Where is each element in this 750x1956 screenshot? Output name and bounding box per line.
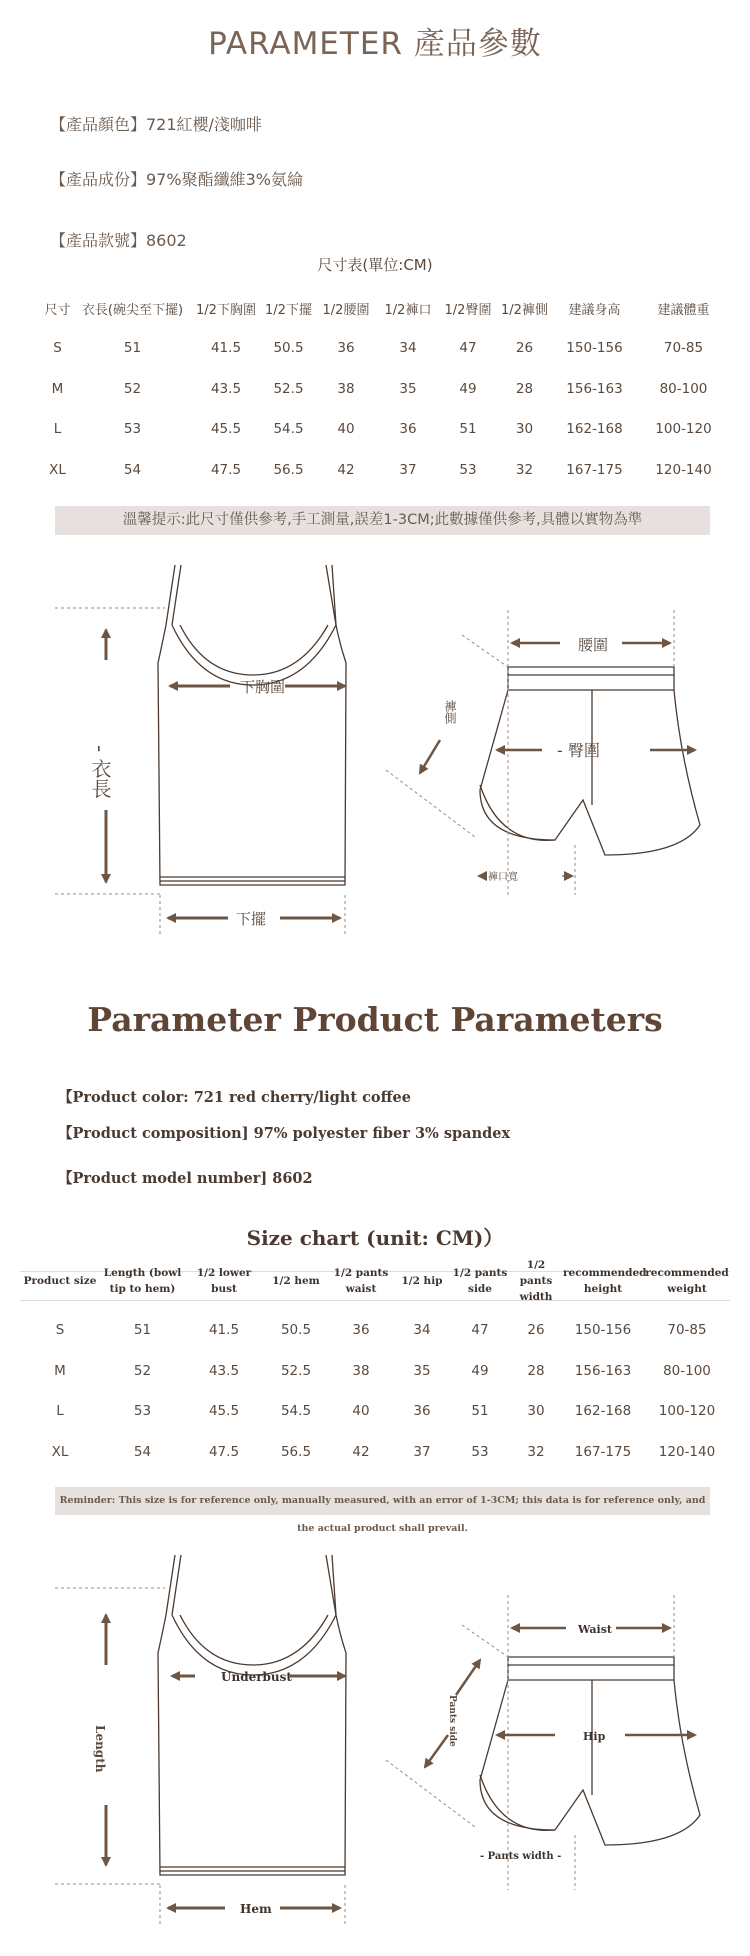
- table-cell: 51: [459, 421, 477, 438]
- table-cell: 150-156: [574, 1322, 632, 1339]
- table-cell: 53: [123, 421, 142, 438]
- table-row: [40, 369, 730, 410]
- table-cell: 42: [337, 461, 355, 478]
- table-cell: 32: [515, 461, 534, 478]
- size-table-en: [20, 1252, 731, 1472]
- table-cell: 38: [337, 380, 355, 397]
- header-cell: 1/2 pants waist: [333, 1267, 389, 1295]
- table-row: [40, 409, 730, 450]
- shorts-measure-arrows: [425, 1628, 695, 1767]
- header-cell: Product size: [23, 1275, 97, 1287]
- table-cell: 100-120: [658, 1403, 716, 1420]
- table-header-row: [20, 1252, 731, 1310]
- size-diagram-zh: [0, 555, 750, 945]
- table-cell: 51: [133, 1322, 152, 1339]
- table-cell: 34: [399, 340, 417, 357]
- header-cell: 1/2褲口: [384, 302, 432, 318]
- header-cell: 建議身高: [568, 302, 621, 318]
- hip-label-zh: - 臀圍: [557, 741, 600, 760]
- size-notice-en: Reminder: This size is for reference only, manually measured, with an error of 1-3CM; this data is for reference only, and the actual product shall prevail.: [55, 1487, 710, 1515]
- length-label-en: Length: [93, 1725, 107, 1773]
- measure-arrows: [106, 1615, 345, 1908]
- table-cell: 162-168: [574, 1403, 632, 1420]
- table-cell: 36: [337, 340, 355, 357]
- table-cell: L: [53, 421, 62, 438]
- table-cell: 45.5: [210, 421, 242, 438]
- waist-label-zh: 腰圍: [578, 636, 609, 654]
- header-cell: recommended weight: [645, 1267, 729, 1295]
- table-cell: S: [55, 1322, 65, 1339]
- header-cell: 1/2腰圍: [322, 302, 370, 318]
- table-cell: 38: [352, 1362, 370, 1379]
- table-cell: 80-100: [663, 1362, 711, 1379]
- shorts-outline: [480, 667, 700, 855]
- product-color-en: 【Product color: 721 red cherry/light coffee: [58, 1089, 411, 1106]
- size-table-caption-en: Size chart (unit: CM)）: [246, 1226, 504, 1250]
- table-cell: 50.5: [273, 340, 304, 357]
- table-cell: 28: [527, 1362, 545, 1379]
- header-cell: 1/2下胸圍: [196, 302, 256, 318]
- table-row: [40, 328, 730, 369]
- table-cell: 54.5: [280, 1403, 312, 1420]
- table-cell: L: [56, 1403, 64, 1420]
- shorts-guide-lines: [386, 1595, 674, 1890]
- table-cell: 37: [413, 1443, 431, 1460]
- table-cell: 52.5: [280, 1362, 312, 1379]
- shorts-outline: [480, 1657, 700, 1845]
- table-row: [40, 450, 730, 491]
- table-cell: 156-163: [566, 380, 623, 397]
- table-cell: 120-140: [655, 461, 712, 478]
- table-cell: 28: [515, 380, 534, 397]
- waist-label-en: Waist: [578, 1623, 612, 1636]
- size-table-caption-zh: 尺寸表(單位:CM): [317, 256, 433, 274]
- header-cell: 1/2 hip: [401, 1275, 443, 1287]
- table-cell: 120-140: [658, 1443, 716, 1460]
- table-cell: 36: [399, 421, 417, 438]
- table-cell: 37: [399, 461, 417, 478]
- table-row: [20, 1391, 731, 1432]
- side-label-zh: 褲側: [443, 700, 457, 724]
- header-cell: 1/2褲側: [501, 302, 548, 318]
- table-cell: 56.5: [280, 1443, 312, 1460]
- product-composition-zh: 【產品成份】97%聚酯纖維3%氨綸: [50, 170, 303, 189]
- hem-label-en: Hem: [240, 1902, 272, 1916]
- table-cell: 36: [413, 1403, 431, 1420]
- table-cell: 26: [527, 1322, 545, 1339]
- leg-width-label-zh: 褲口寬: [488, 872, 518, 883]
- header-cell: 尺寸: [44, 302, 71, 318]
- underbust-label-en: Underbust: [221, 1670, 292, 1684]
- table-cell: 40: [352, 1403, 370, 1420]
- table-cell: 100-120: [655, 421, 712, 438]
- table-cell: 80-100: [659, 380, 708, 397]
- table-cell: 47: [459, 340, 477, 357]
- product-model-zh: 【產品款號】8602: [50, 231, 187, 250]
- length-label-zh: - 衣長: [88, 745, 112, 799]
- table-cell: M: [51, 380, 64, 397]
- hip-label-en: Hip: [583, 1730, 606, 1743]
- table-cell: 43.5: [210, 380, 242, 397]
- table-row: [20, 1351, 731, 1392]
- table-cell: 47.5: [210, 461, 242, 478]
- table-cell: 36: [352, 1322, 370, 1339]
- table-cell: 54.5: [273, 421, 304, 438]
- table-cell: 53: [133, 1403, 152, 1420]
- header-cell: Length (bowl tip to hem): [103, 1267, 182, 1295]
- size-table-zh: [40, 288, 730, 490]
- table-cell: 41.5: [208, 1322, 240, 1339]
- table-cell: 70-85: [667, 1322, 707, 1339]
- table-cell: 162-168: [566, 421, 623, 438]
- tank-top-outline: [158, 1555, 346, 1875]
- table-cell: 150-156: [566, 340, 623, 357]
- table-cell: 35: [413, 1362, 431, 1379]
- table-cell: 34: [413, 1322, 431, 1339]
- table-cell: 52: [123, 380, 142, 397]
- page-title-en: Parameter Product Parameters: [87, 1000, 663, 1039]
- table-cell: 30: [515, 421, 534, 438]
- table-cell: M: [54, 1362, 66, 1379]
- header-cell: 衣長(碗尖至下擺): [81, 302, 184, 318]
- header-cell: 建議體重: [657, 302, 710, 318]
- table-cell: 49: [459, 380, 477, 397]
- header-cell: 1/2 hem: [272, 1275, 320, 1287]
- table-cell: 156-163: [574, 1362, 632, 1379]
- header-cell: recommended height: [563, 1267, 647, 1295]
- table-cell: 47.5: [208, 1443, 240, 1460]
- header-cell: 1/2臀圍: [444, 302, 492, 318]
- header-cell: 1/2 pants side: [452, 1267, 508, 1295]
- table-cell: 167-175: [566, 461, 623, 478]
- table-cell: 35: [399, 380, 417, 397]
- header-cell: 1/2 lower bust: [196, 1267, 252, 1295]
- table-row: [20, 1310, 731, 1351]
- product-model-en: 【Product model number] 8602: [58, 1170, 313, 1187]
- product-color-zh: 【產品顏色】721紅櫻/淺咖啡: [50, 115, 262, 134]
- table-cell: 47: [471, 1322, 489, 1339]
- table-cell: 54: [133, 1443, 152, 1460]
- header-cell: 1/2下擺: [265, 302, 312, 318]
- shorts-guide-lines: [386, 610, 674, 895]
- size-notice-zh: 溫馨提示:此尺寸僅供參考,手工測量,誤差1-3CM;此數據僅供參考,具體以實物為準: [55, 506, 710, 535]
- table-cell: 41.5: [210, 340, 242, 357]
- table-header-row: [40, 288, 730, 328]
- table-cell: S: [53, 340, 62, 357]
- leg-width-label-en: - Pants width -: [480, 1851, 562, 1862]
- table-cell: 40: [337, 421, 355, 438]
- side-label-en: Pants side: [447, 1695, 457, 1747]
- table-cell: 53: [471, 1443, 489, 1460]
- table-cell: 51: [471, 1403, 489, 1420]
- table-cell: 43.5: [208, 1362, 240, 1379]
- measure-arrows: [106, 630, 345, 918]
- page-title-zh: PARAMETER 產品參數: [208, 26, 542, 62]
- tank-top-outline: [158, 565, 346, 885]
- table-cell: 167-175: [574, 1443, 632, 1460]
- table-cell: 30: [527, 1403, 545, 1420]
- table-cell: 32: [527, 1443, 545, 1460]
- table-cell: XL: [51, 1443, 69, 1460]
- table-cell: 52.5: [273, 380, 304, 397]
- table-cell: 26: [515, 340, 534, 357]
- table-cell: 70-85: [663, 340, 704, 357]
- table-cell: 50.5: [280, 1322, 312, 1339]
- table-cell: 56.5: [273, 461, 304, 478]
- table-cell: 45.5: [208, 1403, 240, 1420]
- table-cell: 53: [459, 461, 477, 478]
- size-diagram-en: [0, 1535, 750, 1935]
- product-composition-en: 【Product composition] 97% polyester fiber 3% spandex: [58, 1125, 511, 1142]
- hem-label-zh: 下擺: [236, 910, 267, 928]
- table-cell: 42: [352, 1443, 370, 1460]
- table-cell: 49: [471, 1362, 489, 1379]
- table-cell: XL: [49, 461, 66, 478]
- table-cell: 51: [123, 340, 142, 357]
- table-row: [20, 1432, 731, 1473]
- table-cell: 54: [123, 461, 142, 478]
- table-cell: 52: [133, 1362, 152, 1379]
- underbust-label-zh: 下胸圍: [240, 678, 286, 696]
- header-cell: 1/2 pants width: [519, 1259, 553, 1303]
